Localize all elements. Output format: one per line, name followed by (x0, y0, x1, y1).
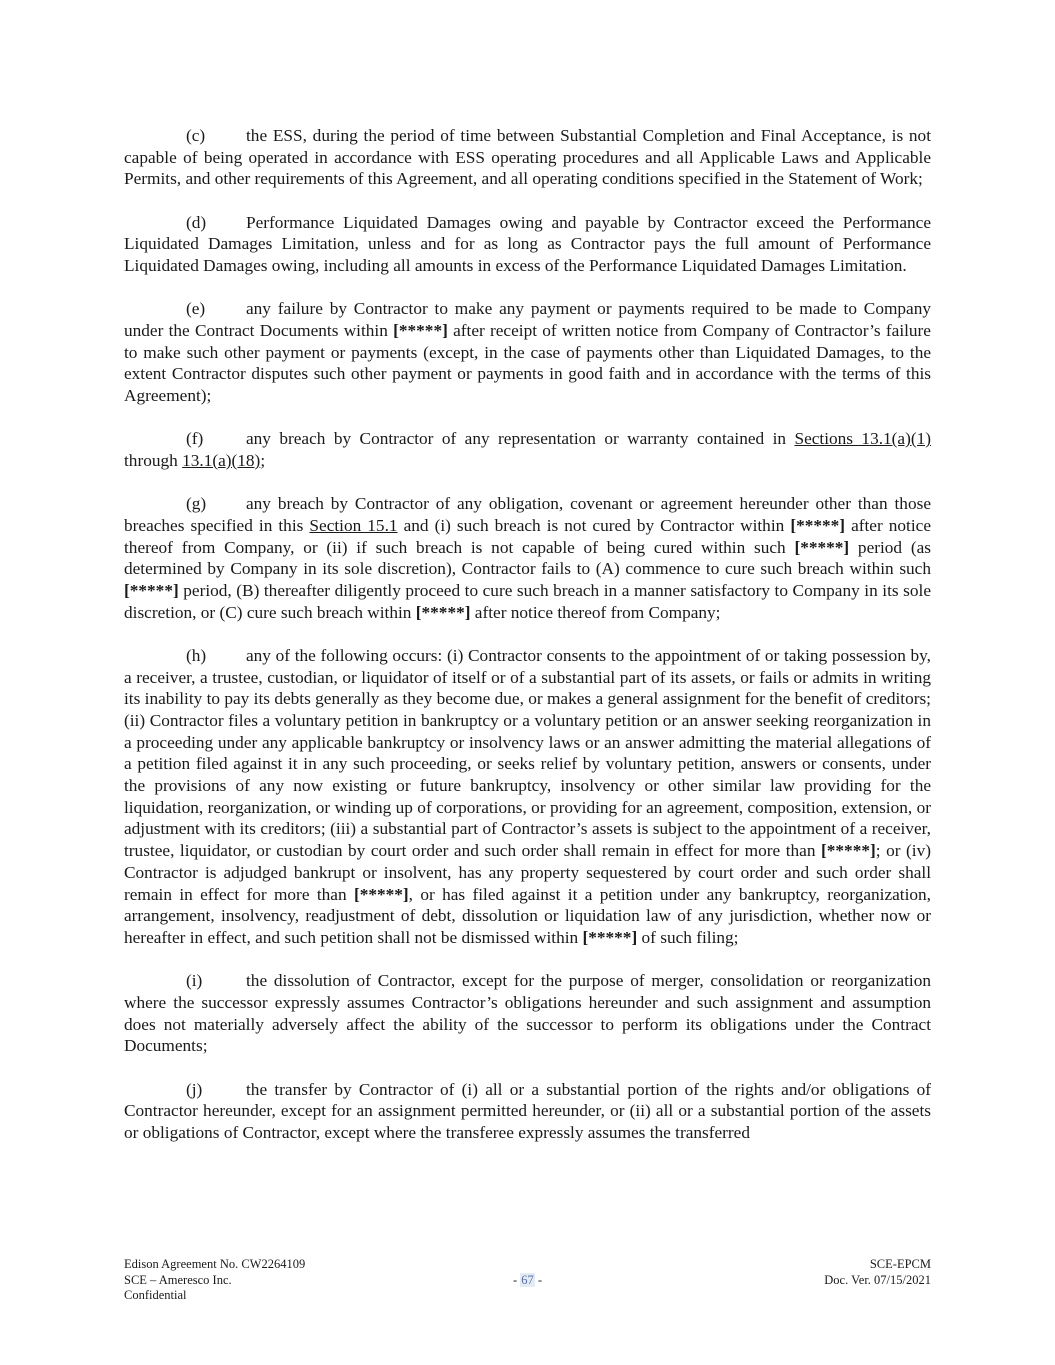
redacted-text: [*****] (393, 320, 448, 340)
footer-parties: SCE – Ameresco Inc. (124, 1272, 232, 1287)
clause-paragraph (124, 645, 931, 949)
clause-paragraph (124, 428, 931, 471)
footer-doc-type: SCE-EPCM (869, 1257, 931, 1271)
redacted-text: [*****] (353, 884, 409, 904)
clause-text: after receipt of written notice from Company of Contractor’s failure to make such other payment or payments (except, in the case of payments other than Liquidated Damages, to the extent Contractor disputes such other payment or payments in good faith and in accordance with the terms of this Agreement); (124, 320, 931, 406)
footer-right (824, 1257, 931, 1288)
clause-text: the ESS, during the period of time between Substantial Completion and Final Acceptance, is not capable of being operated in accordance with ESS operating procedures and all Applicable Laws and Applicable Permits, and other requirements of this Agreement, and all operating conditions specified in the Statement of Work; (124, 126, 931, 189)
clause-text: through (124, 450, 183, 470)
clause-text: Performance Liquidated Damages owing and payable by Contractor exceed the Performance Liquidated Damages Limitation, unless and for as long as Contractor pays the full amount of Performance Liquidated Damages owing, including all amounts in excess of the Performance Liquidated Damages Limitation. (124, 212, 931, 276)
clause-text: the dissolution of Contractor, except for the purpose of merger, consolidation or reorganization where the successor expressly assumes Contractor’s obligations hereunder and such assignment and assumption does not materially adversely affect the ability of the successor to perform its obligations under the Contract Documents; (124, 971, 931, 1056)
document-body (124, 125, 931, 1165)
clause-text: ; (260, 450, 266, 470)
redacted-text: [*****] (582, 928, 638, 947)
clause-label: (j) (186, 1079, 203, 1099)
clause-text: the transfer by Contractor of (i) all or a substantial portion of the rights and/or obligations of Contractor hereunder, except for an assignment permitted hereunder, or (ii) all or a substantial portion of the assets or obligations of Contractor, except where the transferee expressly assumes the transferred (124, 1079, 931, 1142)
clause-text: , or has filed against it a petition under any bankruptcy, reorganization, arrangement, insolvency, readjustment of debt, dissolution or liquidation law of any jurisdiction, whether now or hereafter in effect, and such petition shall not be dismissed within (124, 884, 932, 947)
clause-text: after notice thereof from Company; (470, 602, 721, 622)
page-number-prefix: - (512, 1272, 521, 1287)
clause-paragraph (124, 298, 931, 407)
clause-text: and (i) such breach is not cured by Contractor within (397, 515, 791, 535)
footer-agreement-number: Edison Agreement No. CW2264109 (124, 1257, 306, 1271)
clause-text: any of the following occurs: (i) Contractor consents to the appointment of or taking possession by, a receiver, a trustee, custodian, or liquidator of itself or of a substantial part of its assets, or fails or admits in writing its inability to pay its debts generally as they become due, or makes a general assignment for the benefit of creditors; (ii) Contractor files a voluntary petition in bankruptcy or a voluntary petition or an answer seeking reorganization in a proceeding under any applicable bankruptcy or insolvency laws or an answer admitting the material allegations of a petition filed against it in any such proceeding, or seeks relief by voluntary petition, answers or consents, under the provisions of any now existing or future bankruptcy, insolvency or other similar law providing for the liquidation, reorganization, or winding up of corporations, or providing for an agreement, composition, extension, or adjustment with its creditors; (iii) a substantial part of Contractor’s assets is subject to the appointment of a receiver, trustee, liquidator, or custodian by court order and such order shall remain in effect for more than (124, 645, 931, 861)
clause-paragraph (124, 212, 931, 277)
clause-paragraph (124, 1079, 931, 1144)
redacted-text: [*****] (790, 515, 846, 535)
redacted-text: [*****] (794, 537, 850, 557)
clause-text: any breach by Contractor of any obligation, covenant or agreement hereunder other than those breaches specified in this (124, 494, 931, 535)
redacted-text: [*****] (415, 602, 471, 622)
clause-text: after notice thereof from Company, or (ii) if such breach is not capable of being cured within such (124, 515, 931, 557)
clause-label: (f) (186, 429, 204, 449)
clause-label: (e) (186, 299, 206, 319)
section-reference-link[interactable]: Sections 13.1(a)(1) (794, 429, 932, 449)
clause-text: any breach by Contractor of any representation or warranty contained in (246, 429, 795, 449)
clause-text: period, (B) thereafter diligently proceed to cure such breach in a manner satisfactory to Company in its sole discretion, or (C) cure such breach within (124, 580, 931, 622)
redacted-text: [*****] (124, 580, 179, 600)
clause-text: ; or (iv) Contractor is adjudged bankrupt or insolvent, has any property sequestered by court order and such order shall remain in effect for more than (124, 841, 931, 904)
clause-paragraph (124, 970, 931, 1057)
footer-doc-version: Doc. Ver. 07/15/2021 (824, 1272, 931, 1287)
clause-label: (g) (186, 494, 207, 514)
section-reference-link[interactable]: 13.1(a)(18) (182, 450, 261, 470)
clause-paragraph (124, 125, 931, 190)
clause-label: (i) (186, 971, 203, 991)
page-footer (124, 1257, 931, 1307)
clause-label: (c) (186, 126, 206, 145)
footer-confidential: Confidential (124, 1288, 187, 1302)
redacted-text: [*****] (821, 841, 876, 861)
clause-text: of such filing; (637, 928, 739, 947)
clause-text: period (as determined by Company in its sole discretion), Contractor fails to (A) commence to cure such breach within such (124, 537, 931, 579)
clause-label: (h) (186, 645, 207, 665)
clause-label: (d) (186, 212, 207, 232)
clause-text: any failure by Contractor to make any payment or payments required to be made to Company under the Contract Documents within (124, 299, 931, 340)
clause-paragraph (124, 493, 931, 623)
footer-page-number (124, 1273, 931, 1289)
page-number: 67 (521, 1272, 534, 1287)
page-number-suffix: - (534, 1272, 543, 1287)
section-reference-link[interactable]: Section 15.1 (309, 515, 398, 535)
